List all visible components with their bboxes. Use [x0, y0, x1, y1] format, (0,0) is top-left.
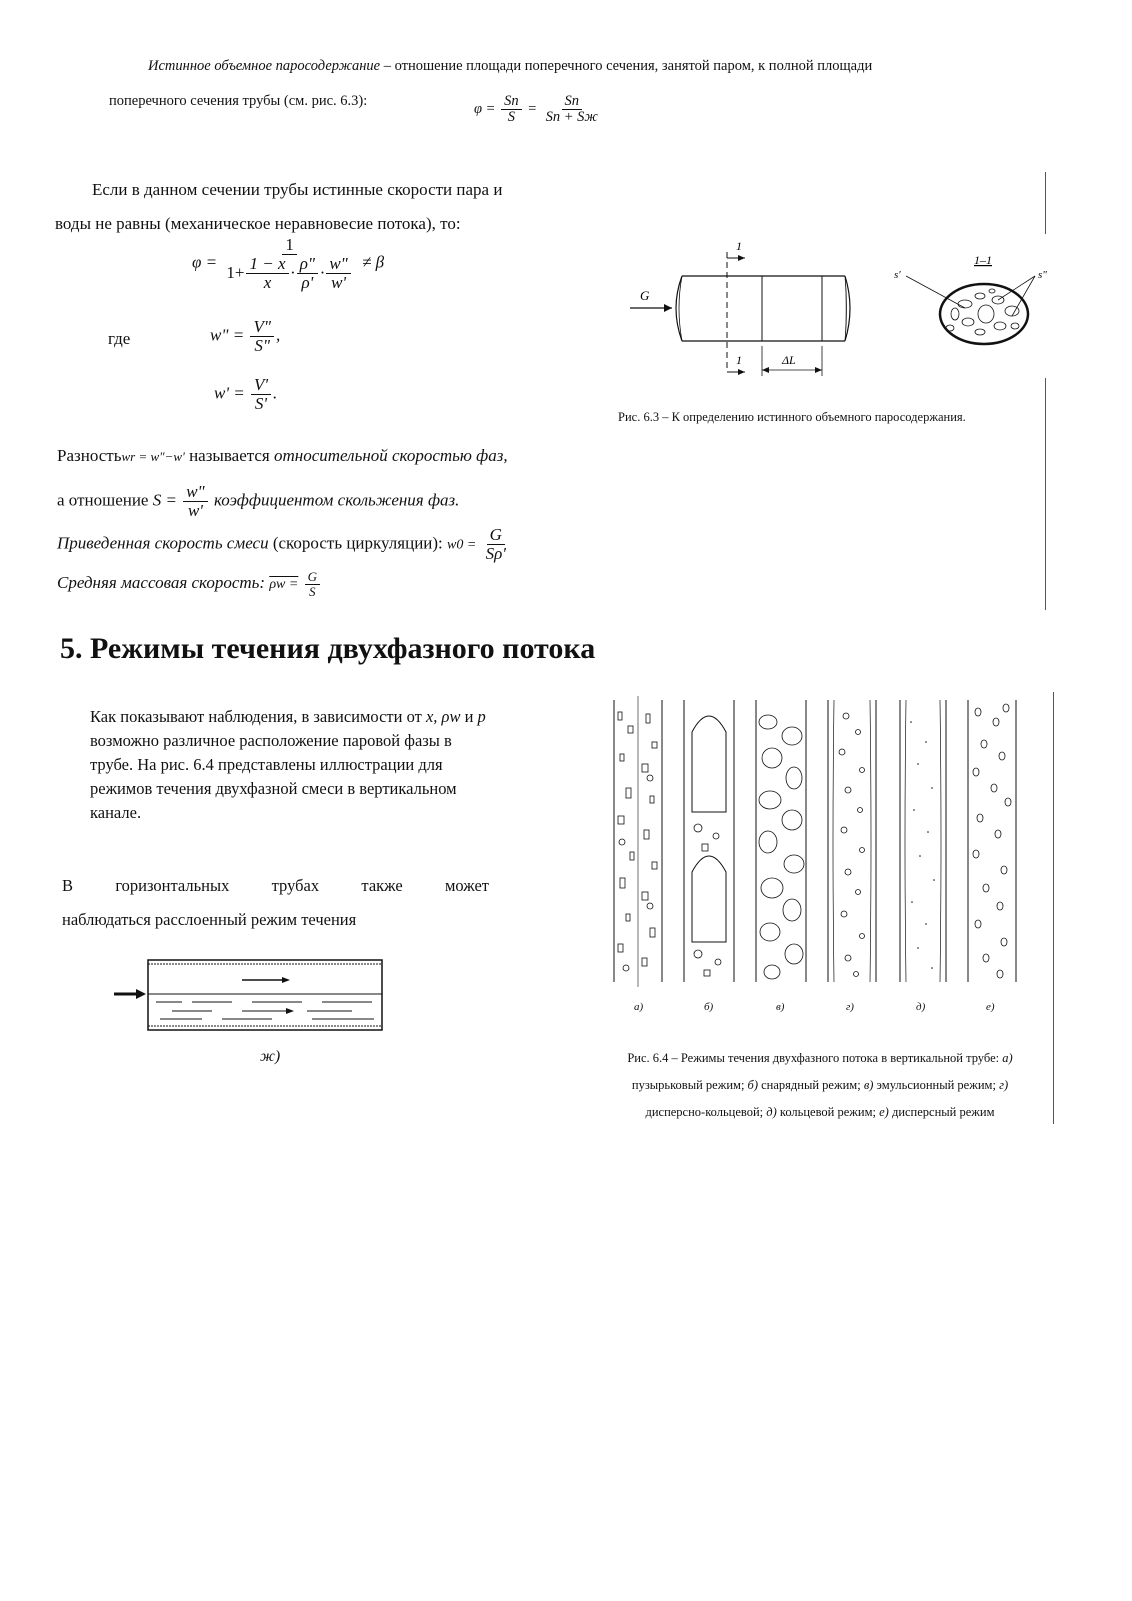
fig64-label-a: а)	[634, 1001, 644, 1013]
fig63-label-11: 1–1	[974, 253, 992, 267]
noneq-line2: воды не равны (механическое неравновесие потока), то:	[55, 214, 461, 233]
fig63-label-G: G	[640, 288, 650, 303]
formula-phi: φ = $\frac{Sп}{S}$ = $\frac{Sп}{Sп + Sж}$	[474, 93, 598, 126]
reduced-speed-line: Приведенная скорость смеси (скорость циркуляции): w0 = $\frac{G}{S\rho'}$	[57, 525, 506, 563]
fig64-label-g: г)	[846, 1001, 854, 1013]
relative-speed-line: Разностьwr = w"−w' называется относительной скоростью фаз,	[57, 446, 508, 465]
fig-stratified-diagram	[112, 956, 392, 1036]
section-heading: 5. Режимы течения двухфазного потока	[60, 632, 596, 665]
fig64-label-b: б)	[704, 1001, 714, 1013]
fig63-label-1b: 1	[736, 353, 742, 367]
horiz-line1: В горизонтальных трубах также может	[62, 876, 489, 895]
fig63-caption: Рис. 6.3 – К определению истинного объемного паросодержания.	[618, 410, 966, 424]
fig64-diagram	[606, 692, 1036, 1022]
fig-stratified-label: ж)	[260, 1048, 281, 1065]
intro-line2: поперечного сечения трубы (см. рис. 6.3):	[109, 93, 368, 109]
noneq-line1: Если в данном сечении трубы истинные скорости пара и	[92, 180, 503, 199]
intro-line1	[148, 58, 1048, 75]
fig63-label-dL: ΔL	[782, 353, 796, 367]
fig64-label-e: е)	[986, 1001, 995, 1013]
rule-line	[1045, 378, 1046, 610]
formula-phi-slip: φ = 1 1+ $\frac{1 - x}{x}$ · $\frac{\rho"}{\rho'}$ · $\frac{w"}{w'}$ ≠ β	[192, 235, 385, 292]
intro-rest: – отношение площади поперечного сечения, занятой паром, к полной площади	[380, 58, 873, 74]
fig64-caption: Рис. 6.4 – Режимы течения двухфазного потока в вертикальной трубе: а) пузырьковый режим; б) снарядный режим; в) эмульсионный режим; г) дисперсно-кольцевой; д) кольцевой режим; е) дисперсный режим	[627, 1051, 1013, 1119]
where-label: где	[108, 329, 131, 348]
fig64-label-v: в)	[776, 1001, 785, 1013]
horiz-line2: наблюдаться расслоенный режим течения	[62, 910, 357, 929]
slip-line: а отношение S = $\frac{w"}{w'}$ коэффициентом скольжения фаз.	[57, 482, 460, 520]
fig64-label-d: д)	[916, 1001, 926, 1013]
fig63-label-s1: s'	[894, 269, 901, 281]
intro-term: Истинное объемное паросодержание	[148, 58, 381, 74]
rule-line	[1045, 172, 1046, 234]
mass-speed-line: Средняя массовая скорость: ρw = $\frac{G}{S}$	[57, 570, 322, 598]
formula-w-water: w' = $\frac{V'}{S'}$ .	[214, 375, 278, 413]
fig63-diagram	[620, 236, 1050, 386]
regimes-paragraph: Как показывают наблюдения, в зависимости от x, ρw и p возможно различное расположение паровой фазы в трубе. На рис. 6.4 представлены иллюстрации для режимов течения двухфазной смеси в вертикальном канале.	[90, 707, 486, 822]
fig63-label-s2: s"	[1038, 269, 1047, 281]
formula-w-steam: w" = $\frac{V"}{S"}$ ,	[210, 317, 281, 355]
fig63-label-1: 1	[736, 239, 742, 253]
